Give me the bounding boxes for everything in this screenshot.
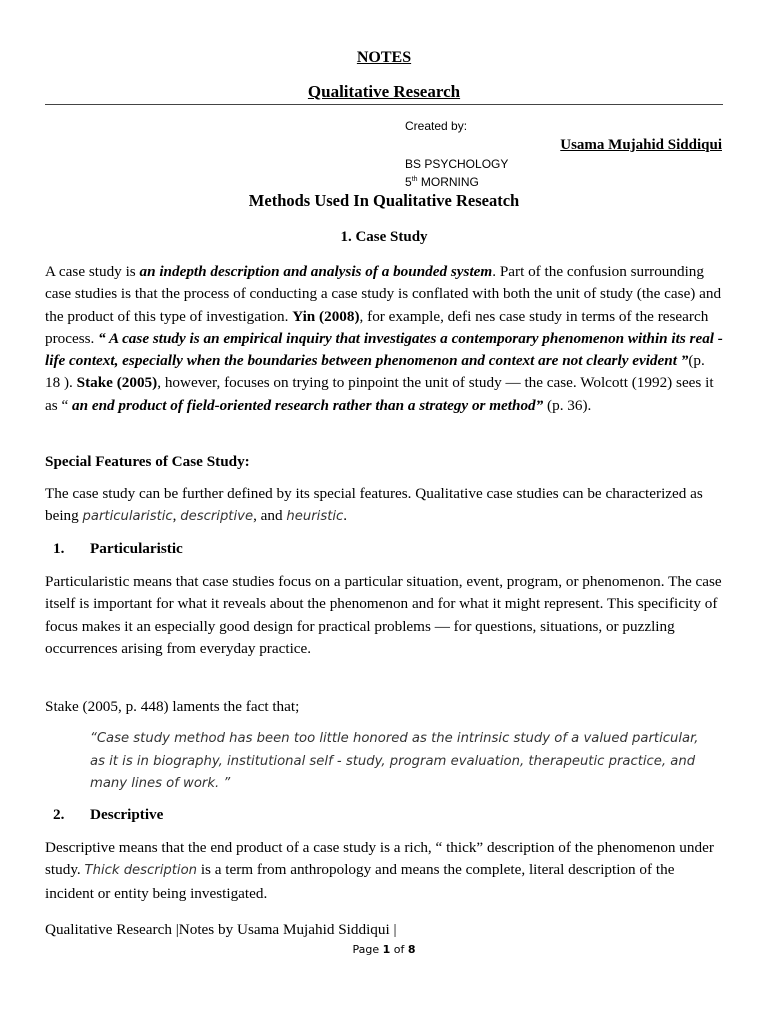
page-number-current: 1 (382, 943, 391, 956)
block-quote-stake: “Case study method has been too little honored as the intrinsic study of a valued particular, as it is in biography, institutional self - study, program evaluation, therapeutic practice, and many lines of work. ” (90, 731, 699, 791)
particularistic-heading (53, 540, 183, 558)
descriptive-number: 2. (53, 806, 65, 823)
descriptive-label: Descriptive (90, 806, 164, 823)
program-semester-suffix: th (411, 176, 418, 183)
p2-text-c: , (172, 507, 181, 525)
particularistic-label: Particularistic (90, 540, 183, 557)
paragraph-stake-laments: Stake (2005, p. 448) laments the fact that; (45, 698, 300, 715)
p2-term-particularistic: particularistic (82, 509, 173, 525)
p1-citation-yin: Yin (2008) (292, 307, 360, 325)
created-by-label: Created by: (405, 119, 468, 133)
descriptive-heading (53, 806, 163, 824)
program-shift: MORNING (420, 175, 479, 189)
p2-term-descriptive: descriptive (180, 509, 254, 525)
p2-term-heuristic: heuristic (286, 509, 344, 525)
p1-text-g: (p. 18 ). (45, 352, 705, 392)
case-study-heading: 1. Case Study (340, 229, 428, 245)
program-info (405, 156, 508, 190)
p1-text-e: , for example, defi nes case study in terms of the research process. (45, 307, 709, 347)
p2-text-a: The case study can be further defined by its special features. Qualitative case studies can be characterized as being (45, 485, 703, 525)
p2-text-g: . (343, 507, 348, 525)
program-line-2 (405, 172, 508, 190)
paragraph-case-study-definition (45, 261, 723, 417)
p1-text-a: A case study is (45, 263, 140, 280)
page-number (0, 943, 768, 956)
page-number-prefix: Page (352, 943, 383, 956)
page-number-of: of (390, 943, 408, 956)
paragraph-special-features (45, 483, 723, 529)
paragraph-descriptive (45, 837, 723, 905)
special-features-heading: Special Features of Case Study: (45, 453, 250, 470)
p5-term-thick-description: Thick description (84, 863, 198, 879)
p5-text-a: Descriptive means that the end product of a case study is a rich, “ thick” description of the phenomenon under study. (45, 839, 714, 879)
program-line-1: BS PSYCHOLOGY (405, 157, 509, 171)
p1-text-c: . Part of the confusion surrounding case studies is that the process of conducting a case study is conflated with both the unit of study (the case) and the product of this type of investigation. (45, 263, 722, 325)
page-footer: Qualitative Research |Notes by Usama Mujahid Siddiqui | (45, 921, 397, 938)
p1-quote-yin: “ A case study is an empirical inquiry that investigates a contemporary phenomenon within its real - life context, especially when the boundaries between phenomenon and context are not clearly evident ” (45, 329, 723, 370)
particularistic-number: 1. (53, 540, 65, 557)
author-name: Usama Mujahid Siddiqui (560, 137, 722, 153)
section-title: Methods Used In Qualitative Reseatch (248, 191, 520, 210)
p1-citation-stake: Stake (2005) (76, 374, 158, 392)
header-divider (45, 104, 723, 105)
p1-quote-wolcott: an end product of field-oriented research rather than a strategy or method” (72, 396, 544, 414)
paragraph-particularistic: Particularistic means that case studies focus on a particular situation, event, program, or phenomenon. The case itself is important for what it reveals about the phenomenon and for what it might represent. This specificity of focus makes it an especially good design for practical problems — for questions, situations, or puzzling occurrences arising from everyday practice. (45, 573, 722, 657)
program-semester-number: 5 (405, 175, 412, 189)
p1-text-k: (p. 36). (543, 396, 592, 414)
document-title: Qualitative Research (307, 82, 461, 101)
page-number-total: 8 (407, 943, 416, 956)
p2-text-e: , and (253, 507, 287, 525)
notes-heading: NOTES (356, 49, 412, 66)
p5-text-c: is a term from anthropology and means the complete, literal description of the incident or entity being investigated. (45, 861, 675, 902)
p1-emphasis-definition: an indepth description and analysis of a bounded system (139, 263, 493, 280)
p1-text-i: , however, focuses on trying to pinpoint the unit of study — the case. Wolcott (1992) sees it as “ (45, 374, 714, 414)
